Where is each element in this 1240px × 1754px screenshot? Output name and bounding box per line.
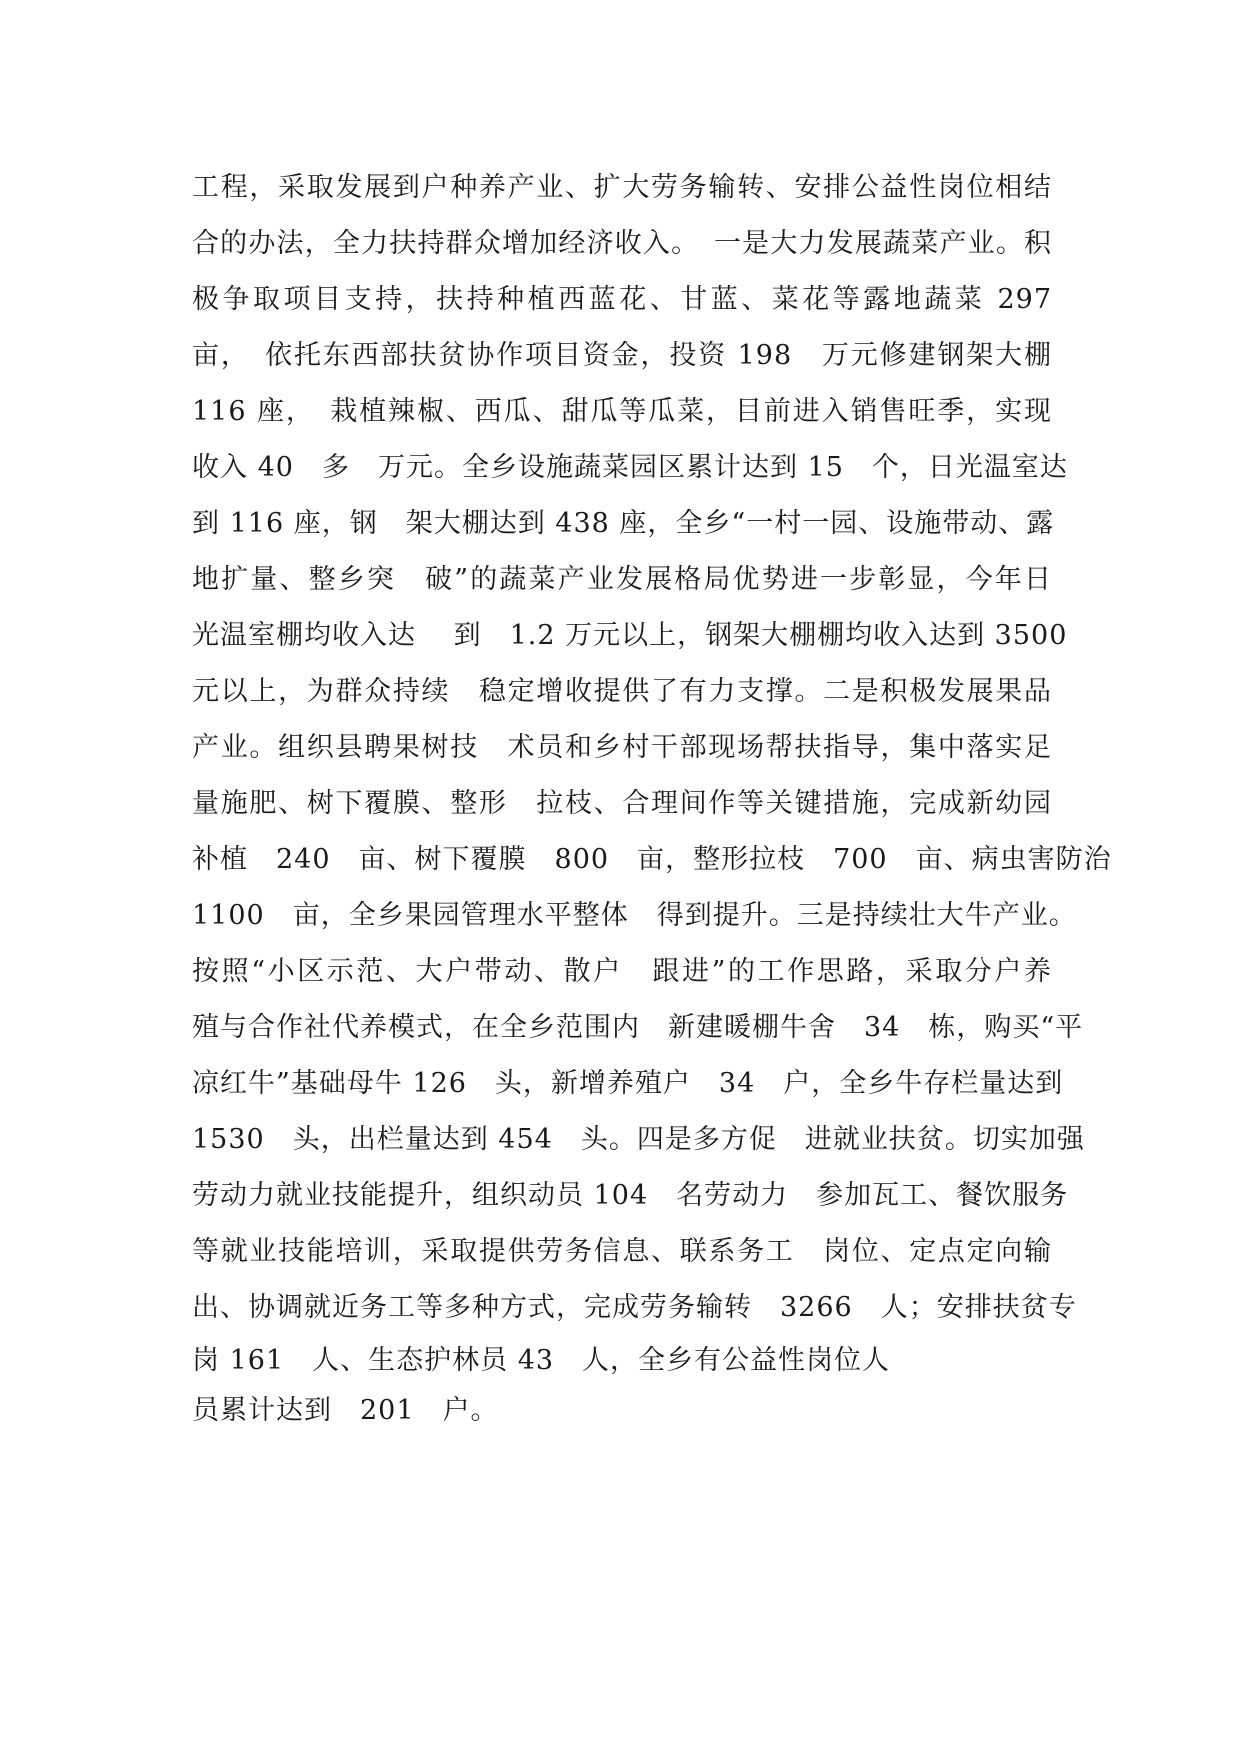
text-line: 116 座， 栽植辣椒、西瓜、甜瓜等瓜菜，目前进入销售旺季，实现 xyxy=(192,396,1052,427)
text-line: 亩， 依托东西部扶贫协作项目资金，投资 198 万元修建钢架大棚 xyxy=(192,340,1052,371)
text-line: 光温室棚均收入达 到 1.2 万元以上，钢架大棚棚均收入达到 3500 xyxy=(192,620,1068,651)
text-line: 殖与合作社代养模式，在全乡范围内 新建暖棚牛舍 34 栋，购买“平 xyxy=(192,1012,1084,1043)
text-line: 极争取项目支持，扶持种植西蓝花、甘蓝、菜花等露地蔬菜 297 xyxy=(192,284,1052,315)
text-line: 工程，采取发展到户种养产业、扩大劳务输转、安排公益性岗位相结 xyxy=(192,172,1052,203)
text-line: 1530 头，出栏量达到 454 头。四是多方促 进就业扶贫。切实加强 xyxy=(192,1124,1085,1155)
text-line: 出、协调就近务工等多种方式，完成劳务输转 3266 人；安排扶贫专 xyxy=(192,1292,1077,1323)
text-line: 地扩量、整乡突 破”的蔬菜产业发展格局优势进一步彰显，今年日 xyxy=(192,564,1052,595)
text-line: 凉红牛”基础母牛 126 头，新增养殖户 34 户，全乡牛存栏量达到 xyxy=(192,1068,1064,1099)
text-line: 劳动力就业技能提升，组织动员 104 名劳动力 参加瓦工、餐饮服务 xyxy=(192,1180,1069,1211)
text-line: 收入 40 多 万元。全乡设施蔬菜园区累计达到 15 个，日光温室达 xyxy=(192,452,1068,483)
text-line: 按照“小区示范、大户带动、散户 跟进”的工作思路，采取分户养 xyxy=(192,956,1052,987)
text-line: 产业。组织县聘果树技 术员和乡村干部现场帮扶指导，集中落实足 xyxy=(192,732,1052,763)
text-line: 岗 161 人、生态护林员 43 人，全乡有公益性岗位人 xyxy=(192,1345,891,1376)
text-line: 到 116 座，钢 架大棚达到 438 座，全乡“一村一园、设施带动、露 xyxy=(192,508,1055,539)
text-line: 1100 亩，全乡果园管理水平整体 得到提升。三是持续壮大牛产业。 xyxy=(192,900,1077,931)
text-line: 元以上，为群众持续 稳定增收提供了有力支撑。二是积极发展果品 xyxy=(192,676,1052,707)
text-line: 补植 240 亩、树下覆膜 800 亩，整形拉枝 700 亩、病虫害防治 xyxy=(192,844,1112,875)
text-line: 等就业技能培训，采取提供劳务信息、联系务工 岗位、定点定向输 xyxy=(192,1236,1052,1267)
text-line-last: 员累计达到 201 户。 xyxy=(192,1395,499,1426)
body-text xyxy=(192,160,1112,1436)
text-line: 量施肥、树下覆膜、整形 拉枝、合理间作等关键措施，完成新幼园 xyxy=(192,788,1052,819)
text-line: 合的办法，全力扶持群众增加经济收入。 一是大力发展蔬菜产业。积 xyxy=(192,228,1052,259)
